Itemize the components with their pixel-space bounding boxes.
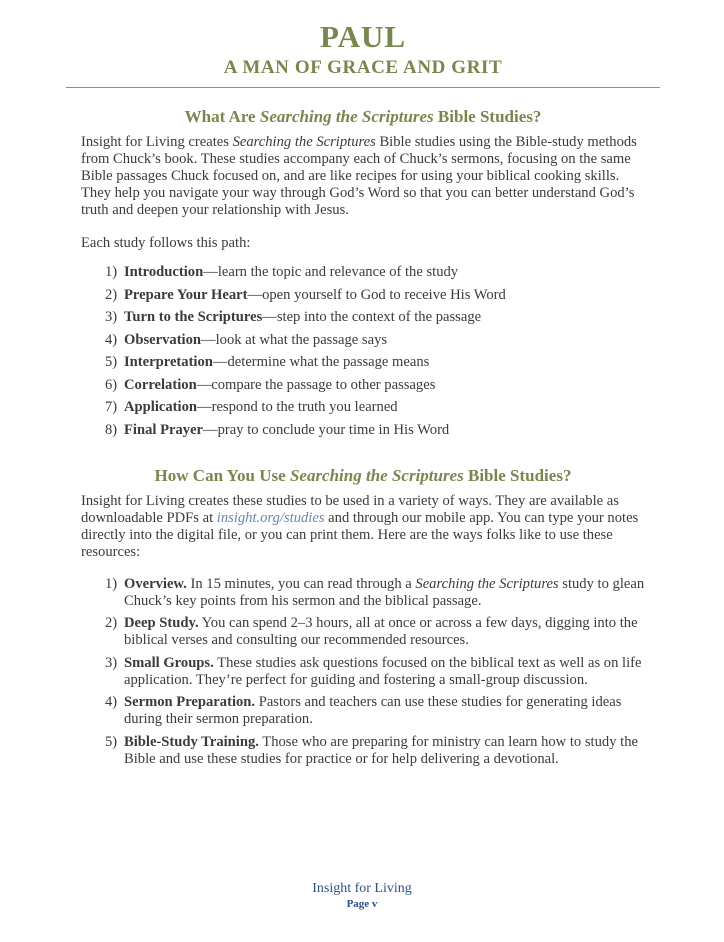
paragraph-italic-text: Searching the Scriptures (232, 134, 376, 150)
section2-intro-paragraph (81, 493, 645, 561)
step-text (124, 264, 645, 281)
step-number: 2) (105, 286, 118, 303)
step-desc: —determine what the passage means (212, 354, 430, 370)
use-term: Sermon Preparation. (124, 694, 256, 710)
step-text (124, 332, 645, 349)
list-item (105, 734, 645, 768)
step-text (124, 309, 645, 326)
section-what-are (81, 107, 645, 439)
study-steps-list (81, 264, 645, 439)
step-desc: —compare the passage to other passages (196, 376, 436, 393)
heading-text: How Can You Use (154, 465, 290, 485)
step-number: 7) (105, 399, 118, 415)
list-item (105, 399, 645, 416)
list-item (105, 576, 645, 610)
use-desc: These studies ask questions focused on the biblical text as well as on life application. They’re perfect for guiding and fostering a small-group discussion. (124, 654, 642, 688)
section2-heading (81, 466, 645, 486)
list-item (105, 309, 645, 326)
use-number: 3) (105, 654, 118, 671)
use-desc: You can spend 2–3 hours, all at once or across a few days, digging into the biblical verses and consulting our recommended resources. (124, 615, 638, 648)
use-number: 1) (105, 575, 118, 592)
list-item (105, 377, 645, 394)
step-term: Observation (124, 331, 202, 348)
list-item (105, 287, 645, 304)
heading-italic-text: Searching the Scriptures (289, 465, 464, 485)
page-footer (0, 881, 724, 911)
heading-text: Bible Studies? (433, 107, 542, 126)
book-subtitle: A MAN OF GRACE AND GRIT (223, 57, 503, 78)
list-item (105, 354, 645, 371)
use-text (124, 615, 645, 649)
step-text (124, 377, 645, 394)
use-number: 4) (105, 694, 118, 710)
usage-options-list (81, 576, 645, 768)
list-item (105, 264, 645, 281)
step-term: Turn to the Scriptures (124, 309, 263, 325)
use-term: Small Groups. (124, 654, 214, 671)
step-desc: —step into the context of the passage (262, 309, 482, 325)
page-number: Page v (346, 898, 378, 910)
use-desc: study to glean Chuck’s key points from his sermon and the biblical passage. (124, 575, 645, 609)
path-label: Each study follows this path: (81, 235, 251, 251)
step-term: Correlation (124, 376, 197, 393)
step-desc: —pray to conclude your time in His Word (203, 421, 450, 438)
step-desc: —respond to the truth you learned (196, 399, 398, 415)
use-text (124, 734, 645, 768)
use-term: Deep Study. (124, 615, 199, 631)
paragraph-text: Insight for Living creates these studies to be used in a variety of ways. They are available as downloadable PDFs at (81, 492, 619, 526)
use-term: Bible-Study Training. (124, 733, 259, 750)
paragraph-text: and through our mobile app. You can type your notes directly into the digital file, or you can print them. Here are the ways folks like to use these resources: (81, 509, 639, 560)
step-term: Final Prayer (124, 421, 204, 438)
step-text (124, 287, 645, 304)
step-desc: —open yourself to God to receive His Word (247, 286, 506, 303)
step-desc: —look at what the passage says (201, 331, 388, 348)
list-item (105, 615, 645, 649)
step-desc: —learn the topic and relevance of the study (203, 264, 459, 280)
step-number: 1) (105, 264, 118, 280)
use-text (124, 576, 645, 610)
step-term: Introduction (124, 264, 204, 280)
section-how-to-use (81, 466, 645, 768)
book-title: PAUL (319, 19, 407, 54)
studies-url-link[interactable]: insight.org/studies (216, 509, 325, 526)
list-item (105, 694, 645, 728)
step-text (124, 399, 645, 416)
paragraph-text: Insight for Living creates (81, 134, 233, 150)
use-text (124, 655, 645, 689)
header-divider (66, 87, 660, 88)
list-item (105, 655, 645, 689)
list-item (105, 332, 645, 349)
use-number: 5) (105, 733, 118, 750)
use-desc: Pastors and teachers can use these studies for generating ideas during their sermon preparation. (124, 694, 622, 727)
use-text (124, 694, 645, 728)
document-header (81, 20, 645, 88)
step-term: Prepare Your Heart (124, 286, 248, 303)
footer-organization: Insight for Living (312, 881, 412, 896)
heading-text: What Are (184, 107, 260, 126)
paragraph-text: Bible studies using the Bible-study methods from Chuck’s book. These studies accompany each of Chuck’s sermons, focusing on the same Bible passages Chuck focused on, and are like recipes for using your biblical cooking skills. They help you navigate your way through God’s Word so that you can better understand God’s truth and deepen your relationship with Jesus. (81, 134, 637, 218)
step-number: 5) (105, 354, 118, 370)
step-number: 3) (105, 309, 118, 325)
step-number: 4) (105, 331, 118, 348)
step-text (124, 422, 645, 439)
use-number: 2) (105, 615, 118, 631)
step-term: Interpretation (124, 354, 213, 370)
use-desc: In 15 minutes, you can read through a (186, 575, 416, 592)
use-desc: Those who are preparing for ministry can learn how to study the Bible and use these studies for practice or for help delivering a devotional. (124, 733, 638, 767)
use-desc-italic: Searching the Scriptures (415, 575, 559, 592)
use-term: Overview. (124, 575, 187, 592)
list-item (105, 422, 645, 439)
section1-intro-paragraph (81, 134, 645, 219)
step-term: Application (124, 399, 197, 415)
section1-heading (81, 107, 645, 127)
step-number: 8) (105, 421, 118, 438)
step-text (124, 354, 645, 371)
heading-text: Bible Studies? (463, 465, 572, 485)
heading-italic-text: Searching the Scriptures (259, 107, 434, 126)
step-number: 6) (105, 376, 118, 393)
